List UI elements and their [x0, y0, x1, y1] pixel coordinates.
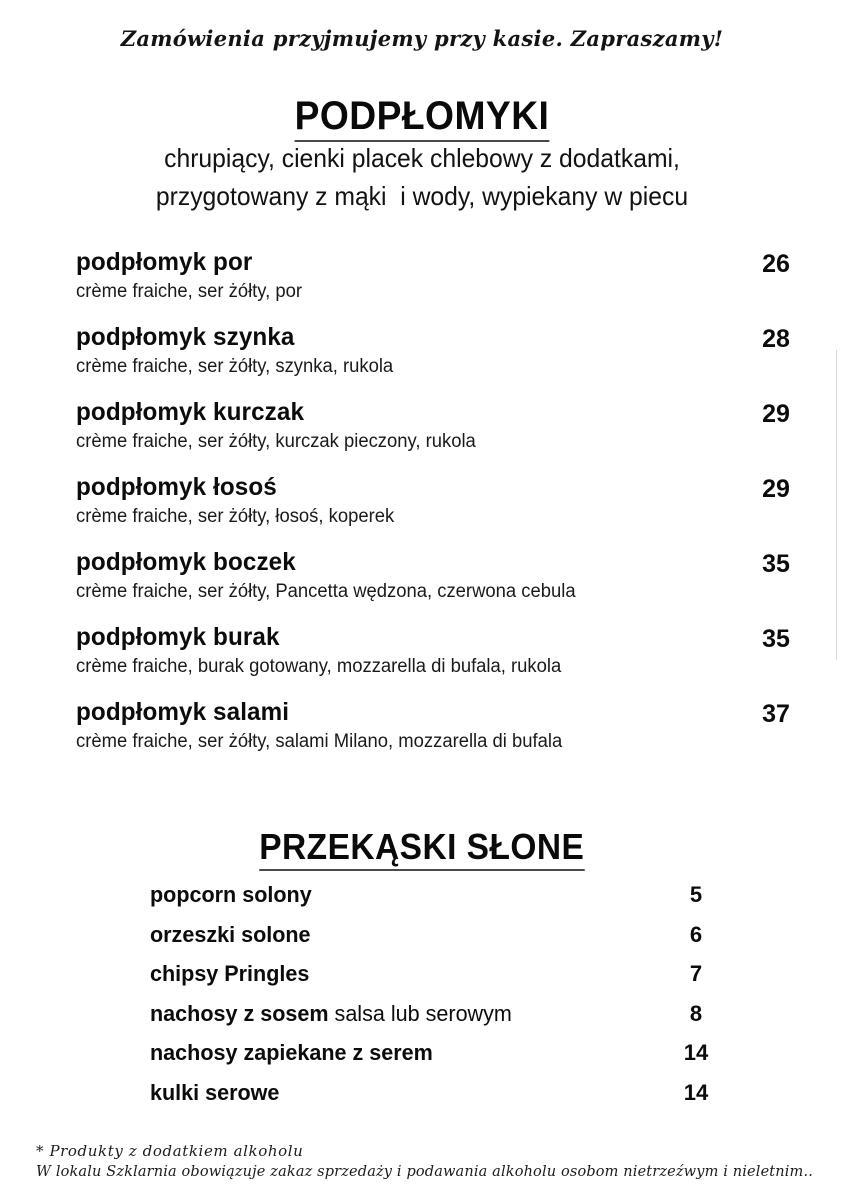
menu-list-podplomyki — [0, 248, 844, 773]
menu-item-name — [150, 1080, 279, 1106]
menu-item-desc: crème fraiche, ser żółty, salami Milano, mozzarella di bufala — [76, 731, 563, 752]
menu-item-name-main: nachosy z sosem — [150, 1000, 329, 1026]
menu-item-name-main: nachosy zapiekane z serem — [150, 1040, 433, 1065]
menu-item-row — [0, 922, 844, 962]
menu-list-przekaski — [0, 882, 844, 1119]
menu-item-desc: crème fraiche, ser żółty, szynka, rukola — [76, 356, 394, 377]
section-heading-podplomyki-text: PODPŁOMYKI — [295, 94, 550, 142]
menu-item-row — [0, 698, 844, 773]
menu-item-name-main: popcorn solony — [150, 882, 312, 907]
menu-item-name: podpłomyk boczek — [76, 548, 296, 576]
menu-item-name — [150, 882, 312, 908]
order-at-counter-note: Zamówienia przyjmujemy przy kasie. Zapraszamy! — [120, 26, 724, 51]
menu-item-row — [0, 882, 844, 922]
menu-item-name — [150, 961, 309, 987]
menu-item-price: 29 — [762, 400, 790, 428]
menu-item-name: podpłomyk burak — [76, 623, 280, 651]
menu-item-name-main: orzeszki solone — [150, 921, 311, 947]
menu-item-desc: crème fraiche, ser żółty, łosoś, koperek — [76, 506, 395, 527]
menu-item-name: podpłomyk por — [76, 248, 253, 276]
menu-item-price: 8 — [689, 1000, 703, 1026]
menu-item-row — [0, 398, 844, 473]
menu-item-price: 28 — [762, 325, 790, 353]
menu-item-name-extra: salsa lub serowym — [328, 1000, 512, 1026]
menu-item-name-main: chipsy Pringles — [150, 961, 310, 986]
section-description-podplomyki — [0, 139, 844, 215]
menu-item-row — [0, 323, 844, 398]
menu-item-row — [0, 548, 844, 623]
footer-line-alcohol-policy: W lokalu Szklarnia obowiązuje zakaz sprzedaży i podawania alkoholu osobom nietrzeźwym i nieletnim.. — [36, 1164, 813, 1180]
section-heading-podplomyki — [0, 94, 844, 142]
menu-item-price: 14 — [683, 1040, 709, 1065]
menu-item-row — [0, 248, 844, 323]
menu-item-price: 26 — [762, 250, 790, 278]
menu-item-name: podpłomyk salami — [76, 698, 290, 726]
menu-item-price: 6 — [689, 921, 703, 947]
menu-item-price: 37 — [762, 700, 790, 728]
menu-item-price: 7 — [689, 961, 703, 986]
menu-item-desc: crème fraiche, burak gotowany, mozzarella di bufala, rukola — [76, 656, 562, 677]
menu-item-desc: crème fraiche, ser żółty, kurczak pieczony, rukola — [76, 431, 476, 452]
menu-item-price: 35 — [762, 550, 790, 578]
section-description-line-1: chrupiący, cienki placek chlebowy z dodatkami, — [164, 143, 680, 173]
menu-item-row — [0, 961, 844, 1001]
section-heading-przekaski — [0, 826, 844, 871]
menu-item-name: podpłomyk kurczak — [76, 398, 305, 426]
menu-item-name — [150, 1001, 512, 1027]
menu-item-name — [150, 1040, 433, 1066]
menu-item-desc: crème fraiche, ser żółty, Pancetta wędzona, czerwona cebula — [76, 581, 576, 602]
menu-item-row — [0, 1001, 844, 1041]
menu-item-price: 5 — [689, 882, 703, 907]
menu-item-price: 29 — [762, 475, 790, 503]
menu-item-desc: crème fraiche, ser żółty, por — [76, 281, 303, 302]
menu-item-name: podpłomyk szynka — [76, 323, 295, 351]
menu-item-name — [150, 922, 311, 948]
menu-item-row — [0, 623, 844, 698]
section-heading-przekaski-text: PRZEKĄSKI SŁONE — [259, 826, 584, 871]
section-description-line-2: przygotowany z mąki i wody, wypiekany w piecu — [155, 181, 689, 211]
menu-item-row — [0, 473, 844, 548]
menu-item-row — [0, 1040, 844, 1080]
menu-item-row — [0, 1080, 844, 1120]
menu-item-name: podpłomyk łosoś — [76, 473, 277, 501]
menu-item-price: 14 — [683, 1079, 709, 1105]
menu-item-name-main: kulki serowe — [150, 1079, 280, 1105]
footer-disclaimer — [36, 1141, 826, 1183]
footer-line-alcohol-products: * Produkty z dodatkiem alkoholu — [36, 1142, 304, 1160]
menu-item-price: 35 — [762, 625, 790, 653]
